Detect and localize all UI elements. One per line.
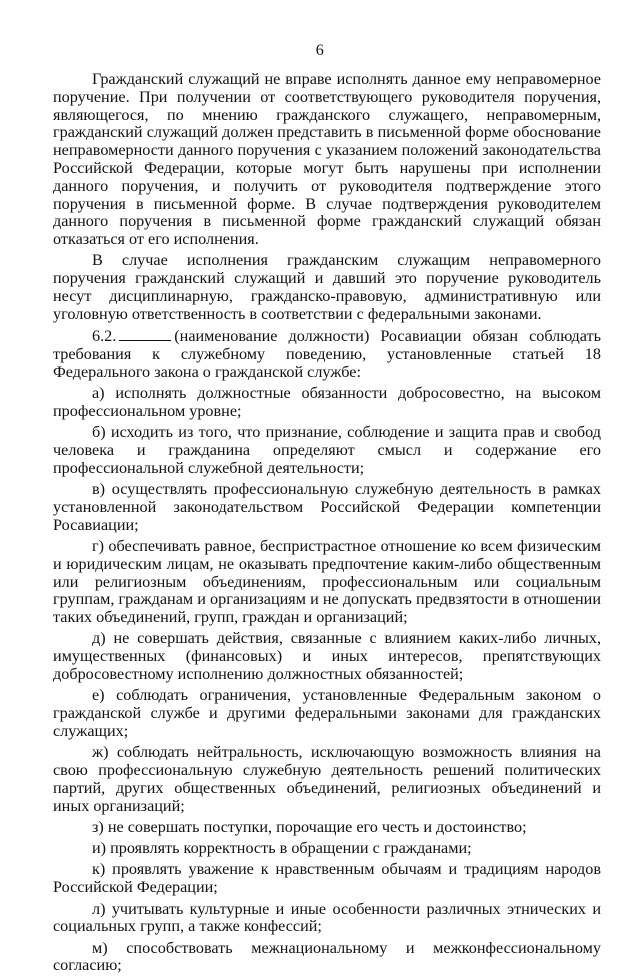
section-paragraph <box>53 327 601 381</box>
section-text: (наименование должности) Росавиации обязан соблюдать требования к служебному поведению, установленные статьей 18 Федерального закона о гражданской службе: <box>53 327 601 381</box>
list-item: м) способствовать межнациональному и межконфессиональному согласию; <box>53 938 601 975</box>
list-item: ж) соблюдать нейтральность, исключающую возможность влияния на свою профессиональную служебную деятельность решений политических партий, других общественных объединений, религиозных объединений и иных организаций; <box>53 743 601 815</box>
blank-fill-line <box>119 327 171 341</box>
list-item: л) учитывать культурные и иные особенности различных этнических и социальных групп, а также конфессий; <box>53 899 601 936</box>
paragraph: Гражданский служащий не вправе исполнять данное ему неправомерное поручение. При получении от соответствующего руководителя поручения, являющегося, по мнению гражданского служащего, неправомерным, гражданский служащий должен представить в письменной форме обоснование неправомерности данного поручения с указанием положений законодательства Российской Федерации, которые могут быть нарушены при исполнении данного поручения, и получить от руководителя подтверждение этого поручения в письменной форме. В случае подтверждения руководителем данного поручения в письменной форме гражданский служащий обязан отказаться от его исполнения. <box>53 70 601 249</box>
section-number: 6.2. <box>92 327 117 346</box>
list-item: е) соблюдать ограничения, установленные Федеральным законом о гражданской службе и другими федеральными законами для гражданских служащих; <box>53 686 601 740</box>
list-item: д) не совершать действия, связанные с влиянием каких-либо личных, имущественных (финансовых) и иных интересов, препятствующих добросовестному исполнению должностных обязанностей; <box>53 629 601 683</box>
list-item: б) исходить из того, что признание, соблюдение и защита прав и свобод человека и гражданина определяют смысл и содержание его профессиональной служебной деятельности; <box>53 423 601 477</box>
list-item: з) не совершать поступки, порочащие его честь и достоинство; <box>92 817 527 836</box>
paragraph: В случае исполнения гражданским служащим неправомерного поручения гражданский служащий и давший это поручение руководитель несут дисциплинарную, гражданско-правовую, административную или уголовную ответственность в соответствии с федеральными законами. <box>53 251 601 323</box>
page-number: 6 <box>315 42 325 59</box>
document-body <box>53 71 601 979</box>
list-item: а) исполнять должностные обязанности добросовестно, на высоком профессиональном уровне; <box>53 384 601 420</box>
list-item: г) обеспечивать равное, беспристрастное отношение ко всем физическим и юридическим лицам, не оказывать предпочтение каким-либо общественным или религиозным объединениям, профессиональным или социальным группам, гражданам и организациям и не допускать предвзятости в отношении таких объединений, групп, граждан и организаций; <box>53 536 601 627</box>
list-item: к) проявлять уважение к нравственным обычаям и традициям народов Российской Федерации; <box>53 860 601 897</box>
list-item: и) проявлять корректность в обращении с гражданами; <box>92 839 472 858</box>
list-item: в) осуществлять профессиональную служебную деятельность в рамках установленной законодательством Российской Федерации компетенции Росавиации; <box>53 480 601 534</box>
